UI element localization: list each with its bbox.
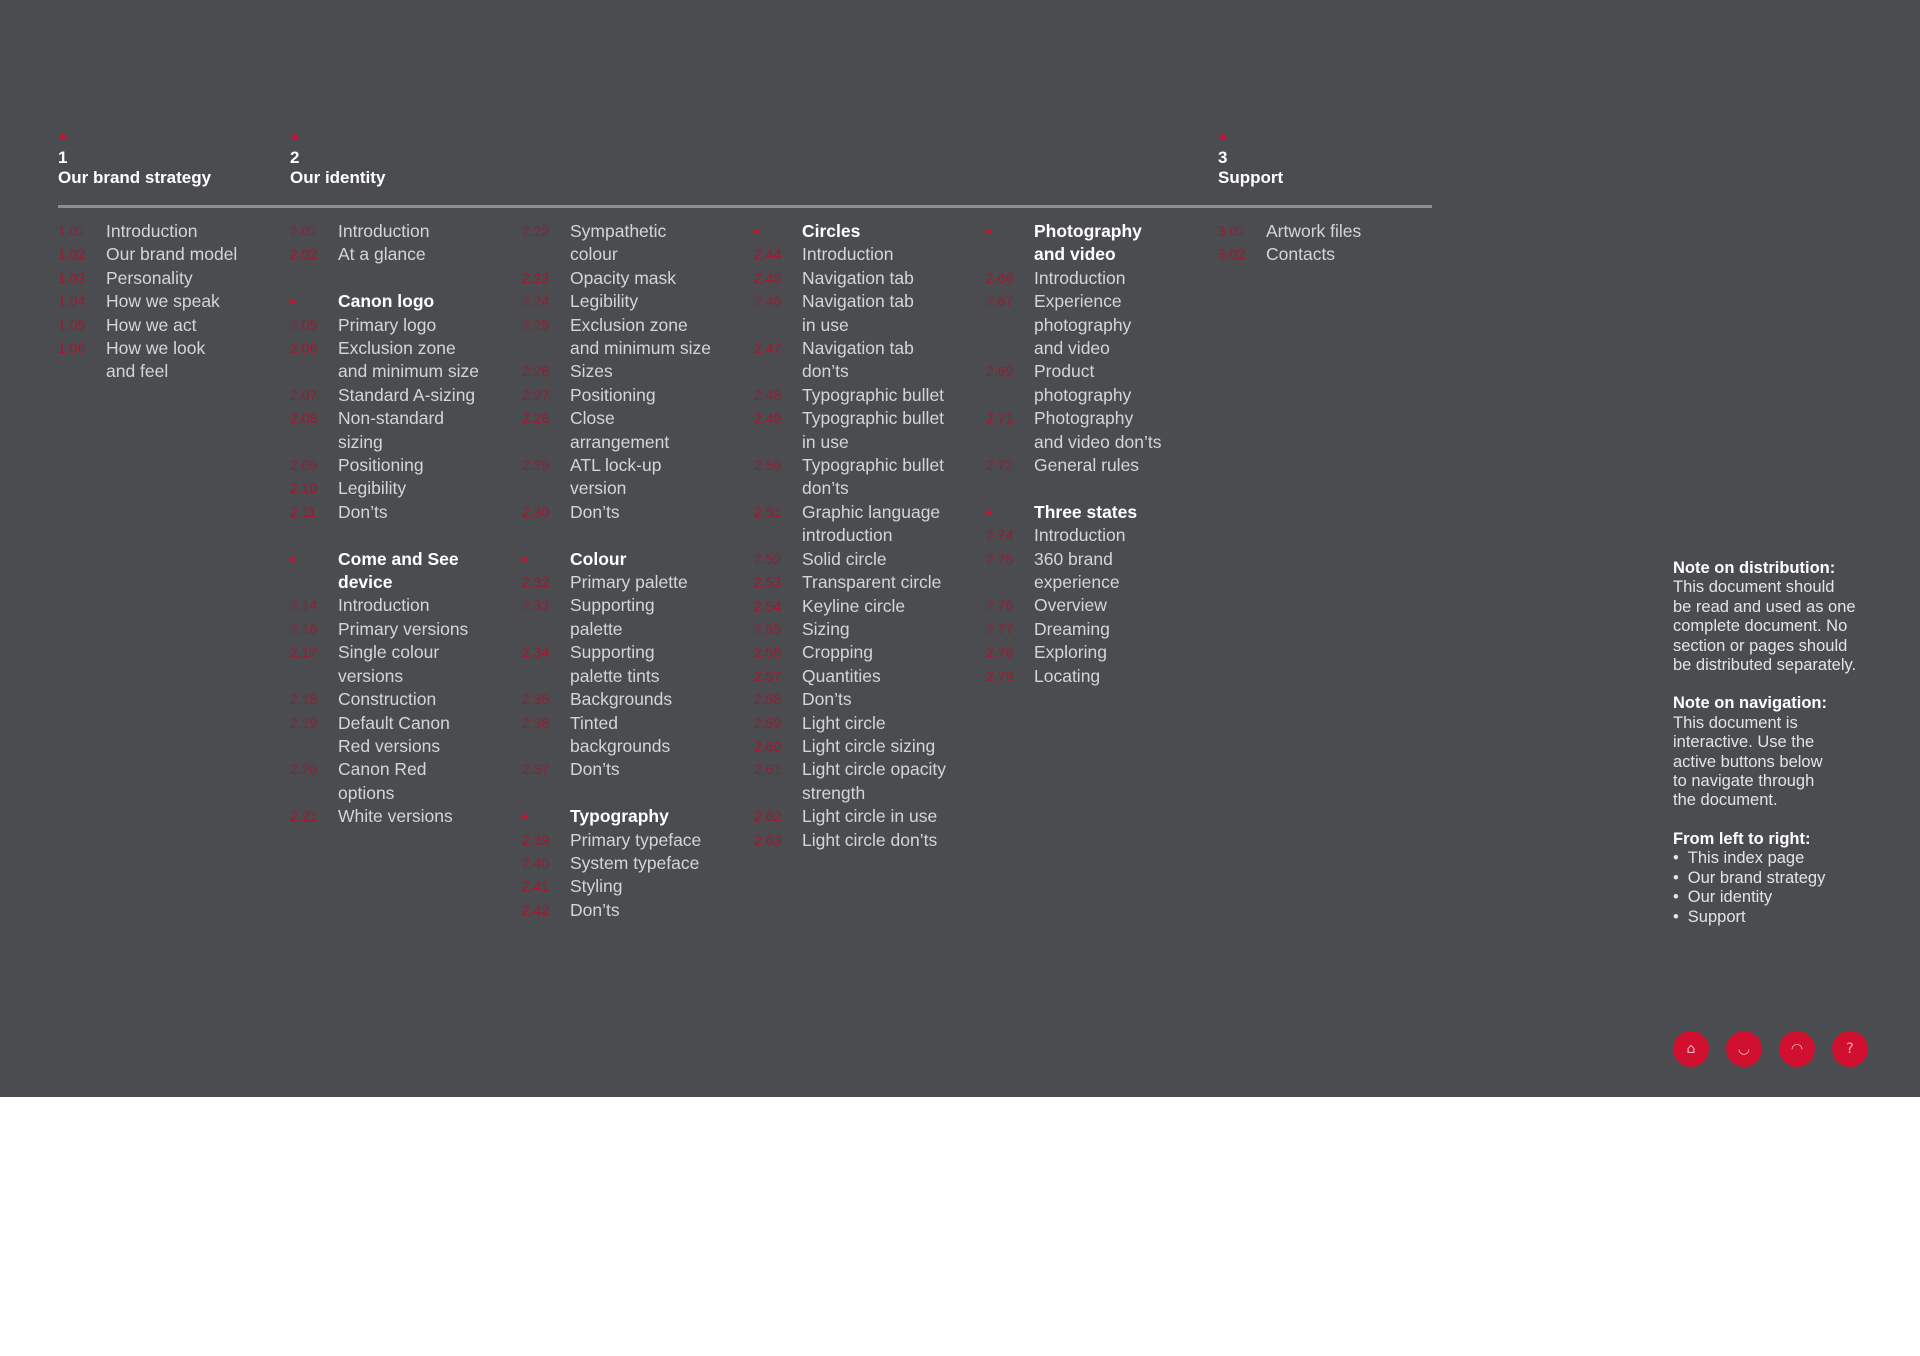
index-entry[interactable]	[58, 243, 286, 266]
index-entry[interactable]	[522, 360, 750, 383]
index-entry[interactable]	[1218, 220, 1446, 243]
page-number: 2.72	[986, 457, 1014, 474]
home-icon: ⌂	[1686, 1041, 1696, 1057]
index-group	[986, 220, 1214, 477]
index-entry[interactable]	[754, 337, 982, 384]
entry-label: Light circle	[802, 712, 886, 733]
group-heading: Come and See device	[338, 548, 459, 593]
group-heading-row	[986, 220, 1214, 267]
index-entry[interactable]	[58, 267, 286, 290]
home-button[interactable]	[1673, 1031, 1709, 1067]
group-heading-row	[522, 805, 750, 828]
entry-label: Dreaming	[1034, 618, 1110, 639]
page-number: 2.77	[986, 620, 1014, 637]
index-entry[interactable]	[986, 594, 1214, 617]
index-entry[interactable]	[754, 618, 982, 641]
index-entry[interactable]	[290, 220, 518, 243]
group-heading: Typography	[570, 806, 669, 827]
index-entry[interactable]	[986, 524, 1214, 547]
entry-label: Solid circle	[802, 548, 887, 569]
index-entry[interactable]	[522, 407, 750, 454]
page-number: 2.33	[522, 597, 550, 614]
page-number: 2.56	[754, 644, 782, 661]
group-heading: Three states	[1034, 501, 1138, 522]
entry-label: Product photography	[1034, 361, 1132, 405]
index-entry[interactable]	[290, 594, 518, 617]
index-entry[interactable]	[58, 290, 286, 313]
index-entry[interactable]	[522, 220, 750, 267]
index-entry[interactable]	[754, 665, 982, 688]
entry-label: System typeface	[570, 852, 700, 873]
page-number: 2.09	[290, 457, 318, 474]
index-entry[interactable]	[754, 290, 982, 337]
index-entry[interactable]	[754, 267, 982, 290]
page-number: 2.21	[290, 808, 318, 825]
index-group	[290, 548, 518, 829]
entry-label: Don’ts	[802, 689, 852, 710]
page-number: 2.35	[522, 691, 550, 708]
red-dot-icon	[1220, 134, 1226, 140]
index-group	[754, 220, 982, 852]
page-number: 2.79	[986, 667, 1014, 684]
index-entry[interactable]	[754, 805, 982, 828]
list-item: • This index page	[1673, 849, 1913, 868]
index-entry[interactable]	[754, 454, 982, 501]
page-number: 2.55	[754, 620, 782, 637]
brand-strategy-button[interactable]	[1726, 1031, 1762, 1067]
group-heading-row	[754, 220, 982, 243]
index-entry[interactable]	[522, 758, 750, 781]
index-column	[754, 220, 982, 875]
page-number: 3.01	[1218, 223, 1246, 239]
red-dot-icon	[290, 299, 295, 304]
group-marker	[522, 805, 570, 828]
page-number: 2.28	[522, 410, 550, 427]
entry-label: Typographic bullet don’ts	[802, 455, 945, 499]
list-item: • Our identity	[1673, 888, 1913, 907]
page-number: 2.23	[522, 269, 550, 286]
section-header-identity[interactable]	[290, 134, 385, 188]
section-number: 2	[290, 148, 300, 167]
page-number: 2.50	[754, 457, 782, 474]
index-entry[interactable]	[522, 829, 750, 852]
index-entry[interactable]	[986, 360, 1214, 407]
entry-label: Close arrangement	[570, 408, 670, 452]
page-number: 2.53	[754, 574, 782, 591]
index-entry[interactable]	[522, 875, 750, 898]
page-number: 2.40	[522, 854, 550, 871]
index-entry[interactable]	[522, 641, 750, 688]
entry-label: Introduction	[338, 221, 430, 241]
entry-label: Non-standard sizing	[338, 408, 445, 452]
entry-label: White versions	[338, 806, 453, 827]
index-entry[interactable]	[986, 548, 1214, 595]
entry-label: Overview	[1034, 595, 1107, 616]
index-entry[interactable]	[754, 595, 982, 618]
entry-label: Light circle don’ts	[802, 829, 938, 850]
entry-label: Default Canon Red versions	[338, 712, 450, 756]
page-number: 2.54	[754, 597, 782, 614]
entry-label: Sympathetic colour	[570, 221, 667, 265]
page-number: 2.41	[522, 878, 550, 895]
list-item: • Support	[1673, 908, 1913, 927]
index-entry[interactable]	[754, 548, 982, 571]
index-entry[interactable]	[754, 641, 982, 664]
index-group	[1218, 220, 1446, 267]
page-number: 2.57	[754, 667, 782, 684]
page-number: 2.66	[986, 269, 1014, 286]
page-number: 2.46	[754, 293, 782, 310]
index-entry[interactable]	[58, 220, 286, 243]
page-number: 2.78	[986, 644, 1014, 661]
page-number: 2.34	[522, 644, 550, 661]
index-entry[interactable]	[522, 688, 750, 711]
entry-label: Cropping	[802, 642, 874, 663]
index-entry[interactable]	[754, 712, 982, 735]
entry-label: Single colour versions	[338, 642, 440, 686]
page-number: 2.24	[522, 293, 550, 310]
page-number: 2.75	[986, 550, 1014, 567]
index-entry[interactable]	[290, 314, 518, 337]
page-number: 1.05	[58, 316, 86, 333]
entry-label: Positioning	[570, 384, 656, 405]
index-group	[522, 805, 750, 922]
section-number: 3	[1218, 148, 1228, 167]
identity-button[interactable]	[1779, 1031, 1815, 1067]
page-number: 2.49	[754, 410, 782, 427]
entry-label: General rules	[1034, 455, 1140, 476]
entry-label: Light circle opacity strength	[802, 759, 946, 803]
index-entry[interactable]	[754, 758, 982, 805]
page-number: 2.71	[986, 410, 1014, 427]
entry-label: Sizes	[570, 361, 613, 382]
index-entry[interactable]	[754, 407, 982, 454]
entry-label: Primary typeface	[570, 829, 702, 850]
entry-label: Primary palette	[570, 572, 688, 593]
page-number: 2.10	[290, 480, 318, 497]
entry-label: Legibility	[338, 478, 407, 499]
index-entry[interactable]	[290, 407, 518, 454]
index-entry[interactable]	[290, 384, 518, 407]
page-number: 2.06	[290, 340, 318, 357]
page-number: 2.29	[522, 457, 550, 474]
identity-icon: ◠	[1790, 1041, 1804, 1057]
entry-label: Canon Red options	[338, 759, 427, 803]
entry-label: Our brand model	[106, 244, 238, 265]
group-heading: Colour	[570, 548, 627, 569]
index-entry[interactable]	[290, 641, 518, 688]
index-entry[interactable]	[290, 243, 518, 266]
page-number: 2.47	[754, 340, 782, 357]
order-heading: From left to right:	[1673, 829, 1811, 848]
index-group	[522, 220, 750, 524]
index-entry[interactable]	[754, 384, 982, 407]
entry-label: Artwork files	[1266, 221, 1362, 241]
entry-label: Legibility	[570, 291, 639, 312]
navigation-heading: Note on navigation:	[1673, 694, 1827, 713]
page-number: 2.20	[290, 761, 318, 778]
index-entry[interactable]	[522, 899, 750, 922]
group-marker	[522, 548, 570, 571]
entry-label: ATL lock-up version	[570, 455, 662, 499]
entry-label: Experience photography and video	[1034, 291, 1132, 359]
index-entry[interactable]	[986, 407, 1214, 454]
entry-label: Keyline circle	[802, 595, 906, 616]
entry-label: How we act	[106, 314, 197, 335]
section-title: Our identity	[290, 168, 386, 187]
index-entry[interactable]	[290, 805, 518, 828]
page-number: 2.52	[754, 550, 782, 567]
page-number: 2.07	[290, 386, 318, 403]
page-number: 2.45	[754, 269, 782, 286]
entry-label: Opacity mask	[570, 267, 676, 288]
index-entry[interactable]	[754, 571, 982, 594]
entry-label: Don’ts	[338, 501, 388, 522]
entry-label: 360 brand experience	[1034, 548, 1120, 593]
page-number: 2.62	[754, 808, 782, 825]
page-number: 2.19	[290, 714, 318, 731]
page-number: 2.08	[290, 410, 318, 427]
page-number: 2.76	[986, 597, 1014, 614]
section-header-brand-strategy[interactable]	[58, 134, 211, 188]
entry-label: Graphic language introduction	[802, 501, 941, 546]
entry-label: Don’ts	[570, 899, 620, 920]
group-heading-row	[986, 501, 1214, 524]
entry-label: Typographic bullet	[802, 384, 945, 405]
index-entry[interactable]	[290, 758, 518, 805]
entry-label: Don’ts	[570, 759, 620, 780]
entry-label: Exploring	[1034, 642, 1107, 663]
page-number: 1.01	[58, 223, 86, 239]
entry-label: How we speak	[106, 291, 220, 312]
red-dot-icon	[986, 229, 991, 234]
entry-label: Positioning	[338, 455, 424, 476]
index-group	[986, 501, 1214, 688]
page-number: 2.11	[290, 503, 317, 520]
page-number: 2.32	[522, 574, 550, 591]
index-entry[interactable]	[290, 477, 518, 500]
entry-label: Primary logo	[338, 314, 437, 335]
page-number: 1.06	[58, 340, 86, 357]
red-dot-icon	[986, 510, 991, 515]
page-number: 2.22	[522, 223, 550, 239]
red-dot-icon	[290, 557, 295, 562]
page-number: 2.02	[290, 246, 318, 263]
red-dot-icon	[754, 229, 759, 234]
index-entry[interactable]	[1218, 243, 1446, 266]
page-number: 2.67	[986, 293, 1014, 310]
index-entry[interactable]	[754, 688, 982, 711]
entry-label: Introduction	[1034, 267, 1126, 288]
page-number: 2.27	[522, 386, 550, 403]
index-group	[58, 220, 286, 384]
index-group	[522, 548, 750, 782]
index-entry[interactable]	[522, 267, 750, 290]
entry-label: Sizing	[802, 618, 850, 639]
index-entry[interactable]	[754, 501, 982, 548]
support-icon: ?	[1846, 1041, 1854, 1057]
entry-label: Introduction	[802, 244, 894, 265]
notes-panel	[1673, 559, 1913, 946]
index-entry[interactable]	[522, 384, 750, 407]
index-entry[interactable]	[986, 454, 1214, 477]
page-number: 2.63	[754, 831, 782, 848]
entry-label: Introduction	[1034, 525, 1126, 546]
index-group	[290, 290, 518, 524]
index-entry[interactable]	[58, 337, 286, 384]
index-entry[interactable]	[986, 290, 1214, 360]
index-entry[interactable]	[754, 243, 982, 266]
page-number: 2.69	[986, 363, 1014, 380]
page-number: 2.26	[522, 363, 550, 380]
entry-label: Primary versions	[338, 618, 469, 639]
group-heading: Canon logo	[338, 291, 435, 312]
page-number: 2.17	[290, 644, 318, 661]
index-entry[interactable]	[986, 267, 1214, 290]
entry-label: Navigation tab	[802, 267, 914, 288]
index-entry[interactable]	[754, 735, 982, 758]
entry-label: Tinted backgrounds	[570, 712, 671, 756]
entry-label: Introduction	[106, 221, 198, 241]
red-dot-icon	[522, 814, 527, 819]
entry-label: Transparent circle	[802, 572, 942, 593]
index-entry[interactable]	[522, 594, 750, 641]
page-number: 2.61	[754, 761, 782, 778]
entry-label: Photography and video don’ts	[1034, 408, 1162, 452]
index-entry[interactable]	[986, 618, 1214, 641]
entry-label: Introduction	[338, 595, 430, 616]
index-entry[interactable]	[522, 571, 750, 594]
page-number: 2.37	[522, 761, 550, 778]
entry-label: Construction	[338, 689, 437, 710]
index-entry[interactable]	[522, 454, 750, 501]
page-number: 2.42	[522, 901, 550, 918]
page-number: 2.30	[522, 503, 550, 520]
index-entry[interactable]	[522, 290, 750, 313]
order-list	[1673, 849, 1913, 927]
page-number: 1.03	[58, 269, 86, 286]
entry-label: Navigation tab in use	[802, 291, 914, 335]
entry-label: Exclusion zone and minimum size	[338, 338, 480, 382]
page-number: 2.74	[986, 527, 1014, 544]
page-number: 2.58	[754, 691, 782, 708]
index-column	[522, 220, 750, 946]
entry-label: How we look and feel	[106, 338, 206, 382]
index-column	[58, 220, 286, 407]
group-marker	[986, 220, 1034, 267]
entry-label: Light circle sizing	[802, 735, 936, 756]
index-entry[interactable]	[522, 314, 750, 361]
page-number: 2.14	[290, 597, 318, 614]
entry-label: Quantities	[802, 665, 881, 686]
page-number: 2.39	[522, 831, 550, 848]
entry-label: Exclusion zone and minimum size	[570, 314, 712, 359]
section-title: Support	[1218, 168, 1284, 187]
index-entry[interactable]	[522, 501, 750, 524]
index-entry[interactable]	[754, 829, 982, 852]
entry-label: Contacts	[1266, 244, 1336, 265]
group-marker	[754, 220, 802, 243]
entry-label: Don’ts	[570, 501, 620, 522]
entry-label: Light circle in use	[802, 806, 938, 827]
entry-label: Supporting palette tints	[570, 642, 660, 686]
page-number: 2.05	[290, 316, 318, 333]
page-number: 2.60	[754, 737, 782, 754]
page-number: 1.02	[58, 246, 86, 263]
page-number: 1.04	[58, 293, 86, 310]
page-number: 2.59	[754, 714, 782, 731]
group-heading: Circles	[802, 221, 861, 241]
index-column	[290, 220, 518, 852]
index-entry[interactable]	[290, 454, 518, 477]
list-item: • Our brand strategy	[1673, 869, 1913, 888]
index-entry[interactable]	[986, 641, 1214, 664]
index-entry[interactable]	[290, 618, 518, 641]
page-number: 2.16	[290, 620, 318, 637]
entry-label: Navigation tab don’ts	[802, 338, 914, 382]
index-entry[interactable]	[58, 314, 286, 337]
entry-label: Standard A-sizing	[338, 384, 476, 405]
entry-label: Typographic bullet in use	[802, 408, 945, 452]
distribution-heading: Note on distribution:	[1673, 559, 1836, 577]
index-entry[interactable]	[522, 712, 750, 759]
entry-label: At a glance	[338, 244, 426, 265]
group-heading: Photography and video	[1034, 221, 1142, 265]
index-column	[986, 220, 1214, 712]
page-number: 3.02	[1218, 246, 1246, 263]
index-entry[interactable]	[290, 501, 518, 524]
index-group	[290, 220, 518, 267]
index-entry[interactable]	[290, 337, 518, 384]
page-number: 2.44	[754, 246, 782, 263]
group-marker	[986, 501, 1034, 524]
page-number: 2.36	[522, 714, 550, 731]
entry-label: Styling	[570, 876, 623, 897]
page-number: 2.18	[290, 691, 318, 708]
group-heading-row	[290, 548, 518, 595]
index-entry[interactable]	[986, 665, 1214, 688]
section-number: 1	[58, 148, 68, 167]
group-marker	[290, 548, 338, 595]
page-number: 2.01	[290, 223, 318, 239]
entry-label: Locating	[1034, 665, 1101, 686]
entry-label: Backgrounds	[570, 689, 673, 710]
page-number: 2.25	[522, 316, 550, 333]
section-header-support[interactable]	[1218, 134, 1283, 188]
page-number: 2.48	[754, 386, 782, 403]
red-dot-icon	[522, 557, 527, 562]
index-column	[1218, 220, 1446, 290]
distribution-text: This document should be read and used as one complete document. No section or pages should be distributed separately.	[1673, 578, 1857, 675]
index-entry[interactable]	[522, 852, 750, 875]
support-button[interactable]	[1832, 1031, 1868, 1067]
brand-strategy-icon: ◡	[1737, 1041, 1751, 1057]
group-marker	[290, 290, 338, 313]
index-entry[interactable]	[290, 712, 518, 759]
section-title: Our brand strategy	[58, 168, 212, 187]
group-heading-row	[522, 548, 750, 571]
header-divider	[58, 205, 1432, 208]
navigation-text: This document is interactive. Use the active buttons below to navigate through the document.	[1673, 713, 1823, 810]
red-dot-icon	[60, 134, 66, 140]
entry-label: Personality	[106, 267, 193, 288]
red-dot-icon	[292, 134, 298, 140]
index-entry[interactable]	[290, 688, 518, 711]
entry-label: Supporting palette	[570, 595, 655, 639]
group-heading-row	[290, 290, 518, 313]
page-number: 2.51	[754, 503, 782, 520]
